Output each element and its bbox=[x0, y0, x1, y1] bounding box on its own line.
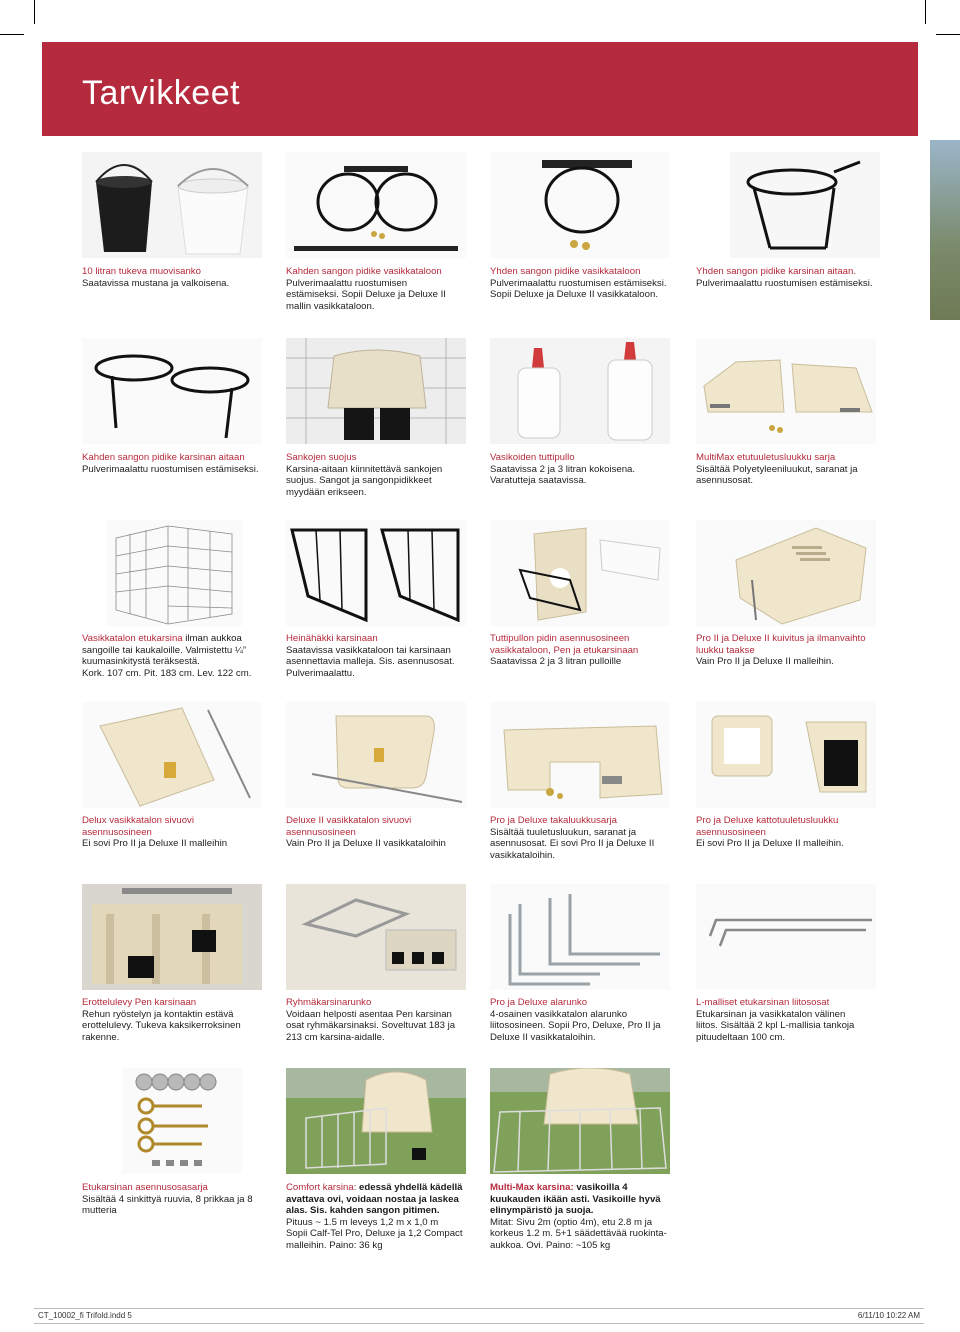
product-photo-divider bbox=[82, 884, 262, 990]
caption-23: Multi-Max karsina: vasikoilla 4 kuukauden ikään asti. Vasikoille hyvä elinympäristö ja suoja. Mitat: Sivu 2m (optio 4m), etu 2.8 m ja korkeus 1.2 m. 5+1 säädettävää ruokinta- aukkoa. Ovi. Paino: ~105 kg bbox=[490, 1182, 667, 1251]
print-footer bbox=[34, 1308, 924, 1324]
crop-mark bbox=[925, 0, 926, 24]
caption-13: Delux vasikkatalon sivuovi asennusosineen Ei sovi Pro II ja Deluxe II malleihin bbox=[82, 815, 228, 850]
caption-16: Pro ja Deluxe kattotuuletusluukku asennusosineen Ei sovi Pro II ja Deluxe II malleihin. bbox=[696, 815, 844, 850]
product-photo-rear-vent bbox=[696, 520, 876, 626]
page-title: Tarvikkeet bbox=[82, 74, 241, 112]
caption-2: Kahden sangon pidike vasikkataloon Pulverimaalattu ruostumisen estämiseksi. Sopii Deluxe ja Deluxe II mallin vasikkataloon. bbox=[286, 266, 446, 312]
caption-3: Yhden sangon pidike vasikkataloon Pulverimaalattu ruostumisen estämiseksi. Sopii Deluxe ja Deluxe II vasikkataloon. bbox=[490, 266, 667, 301]
side-photo-strip bbox=[930, 140, 960, 320]
product-photo-l-bars bbox=[696, 884, 876, 990]
header-band bbox=[42, 42, 918, 136]
product-photo-double-holder bbox=[286, 152, 466, 258]
product-photo-hay-rack bbox=[286, 520, 466, 626]
crop-mark bbox=[936, 34, 960, 35]
product-photo-multi-max-pen bbox=[490, 1068, 670, 1174]
caption-20: L-malliset etukarsinan liitososat Etukarsinan ja vasikkatalon välinen liitos. Sisältää 2 kpl L-mallisia tankoja pituudeltaan 100 cm. bbox=[696, 997, 855, 1043]
caption-6: Sankojen suojus Karsina-aitaan kiinnitettävä sankojen suojus. Sangot ja sangonpidikkeet myydään erikseen. bbox=[286, 452, 443, 498]
product-photo-comfort-pen bbox=[286, 1068, 466, 1174]
caption-5: Kahden sangon pidike karsinan aitaan Pulverimaalattu ruostumisen estämiseksi. bbox=[82, 452, 259, 475]
caption-7: Vasikoiden tuttipullo Saatavissa 2 ja 3 litran kokoisena. Varatutteja saatavissa. bbox=[490, 452, 636, 487]
caption-1: 10 litran tukeva muovisanko Saatavissa mustana ja valkoisena. bbox=[82, 266, 230, 289]
caption-14: Deluxe II vasikkatalon sivuovi asennusosineen Vain Pro II ja Deluxe II vasikkataloihin bbox=[286, 815, 446, 850]
caption-19: Pro ja Deluxe alarunko 4-osainen vasikkatalon alarunko liitososineen. Sopii Pro, Deluxe, Pro II ja Deluxe II vasikkataloihin. bbox=[490, 997, 661, 1043]
product-photo-group-frame bbox=[286, 884, 466, 990]
product-photo-bottle-holder bbox=[490, 520, 670, 626]
caption-10: Heinähäkki karsinaan Saatavissa vasikkataloon tai karsinaan asennettavia malleja. Sis. asennusosat. Pulverimaalattu. bbox=[286, 633, 455, 679]
caption-17: Erottelulevy Pen karsinaan Rehun ryöstelyn ja kontaktin estävä erottelulevy. Tukeva kaksikerroksinen rakenne. bbox=[82, 997, 241, 1043]
product-photo-bottles bbox=[490, 338, 670, 444]
product-photo-rear-hatch bbox=[490, 702, 670, 808]
product-photo-hardware-kit bbox=[122, 1068, 242, 1174]
product-photo-bucket bbox=[82, 152, 262, 258]
product-photo-vent-kit bbox=[696, 338, 876, 444]
crop-mark bbox=[0, 34, 24, 35]
product-photo-bucket-cover bbox=[286, 338, 466, 444]
caption-21: Etukarsinan asennusosasarja Sisältää 4 sinkittyä ruuvia, 8 prikkaa ja 8 mutteria bbox=[82, 1182, 253, 1217]
caption-8: MultiMax etutuuletusluukku sarja Sisältää Polyetyleeniluukut, saranat ja asennusosat. bbox=[696, 452, 858, 487]
caption-11: Tuttipullon pidin asennusosineen vasikkataloon, Pen ja etukarsinaan Saatavissa 2 ja 3 litran pulloille bbox=[490, 633, 639, 668]
product-photo-pen-holder bbox=[730, 152, 880, 258]
product-photo-pen-double-holder bbox=[82, 338, 262, 444]
product-photo-front-pen bbox=[106, 520, 242, 626]
footer-timestamp: 6/11/10 10:22 AM bbox=[857, 1311, 920, 1320]
caption-4: Yhden sangon pidike karsinan aitaan. Pulverimaalattu ruostumisen estämiseksi. bbox=[696, 266, 873, 289]
caption-9: Vasikkatalon etukarsina ilman aukkoa sangoille tai kaukaloille. Valmistettu ¼” kuumasinkitystä teräksestä. Kork. 107 cm. Pit. 183 cm. Lev. 122 cm. bbox=[82, 633, 252, 679]
product-photo-roof-vent bbox=[696, 702, 876, 808]
footer-file: CT_10002_fi Trifold.indd 5 bbox=[38, 1311, 132, 1320]
product-photo-base-frame bbox=[490, 884, 670, 990]
caption-15: Pro ja Deluxe takaluukkusarja Sisältää tuuletusluukun, saranat ja asennusosat. Ei sovi Pro II ja Deluxe II vasikkataloihin. bbox=[490, 815, 655, 861]
product-photo-side-door bbox=[82, 702, 262, 808]
crop-mark bbox=[34, 0, 35, 24]
caption-18: Ryhmäkarsinarunko Voidaan helposti asentaa Pen karsinan osat ryhmäkarsinaksi. Soveltuvat 183 ja 213 cm karsina-aidalle. bbox=[286, 997, 456, 1043]
caption-22: Comfort karsina: edessä yhdellä kädellä avattava ovi, voidaan nostaa ja laskea alas. Sis. kahden sangon pitimen. Pituus ~ 1.5 m leveys 1,2 m x 1,0 m Sopii Calf-Tel Pro, Deluxe ja 1,2 Compact malleihin. Paino: 36 kg bbox=[286, 1182, 463, 1251]
product-photo-single-holder bbox=[490, 152, 670, 258]
caption-12: Pro II ja Deluxe II kuivitus ja ilmanvaihto luukku taakse Vain Pro II ja Deluxe II malleihin. bbox=[696, 633, 866, 668]
product-photo-side-door-ii bbox=[286, 702, 466, 808]
